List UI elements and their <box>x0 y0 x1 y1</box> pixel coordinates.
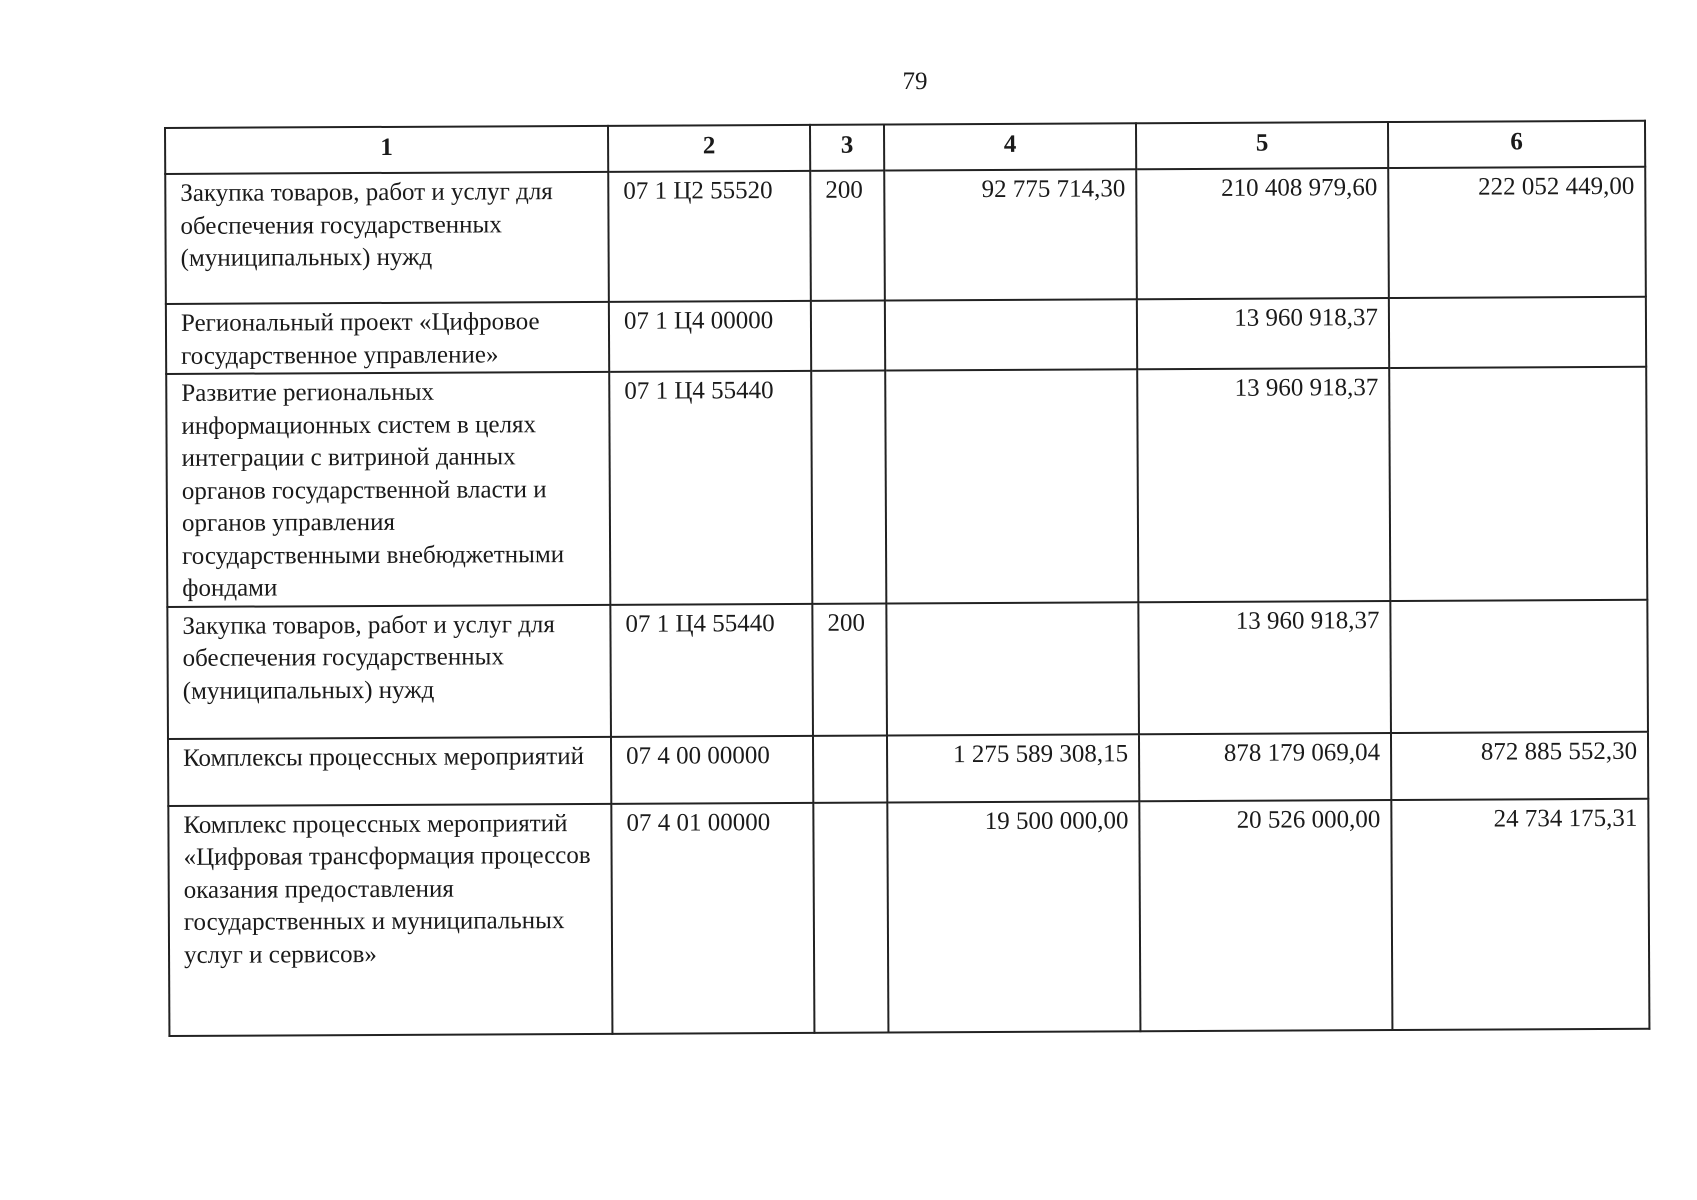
row-type: 200 <box>812 603 887 735</box>
row-value-4 <box>886 602 1139 735</box>
row-type <box>813 802 888 1032</box>
table-row <box>167 599 1648 738</box>
row-name: Закупка товаров, работ и услуг для обеспечения государственных (муниципальных) нужд <box>167 604 611 738</box>
table-row <box>165 167 1646 304</box>
table-row <box>166 297 1646 374</box>
column-header-4: 4 <box>884 123 1136 170</box>
column-header-1: 1 <box>165 126 608 174</box>
row-value-4 <box>885 369 1138 603</box>
row-code: 07 4 00 00000 <box>611 735 813 803</box>
column-header-5: 5 <box>1136 122 1388 169</box>
row-value-6 <box>1389 297 1646 368</box>
row-name: Комплексы процессных мероприятий <box>168 736 611 805</box>
row-value-5: 210 408 979,60 <box>1136 168 1389 299</box>
row-value-5: 13 960 918,37 <box>1137 298 1389 369</box>
page-number: 79 <box>902 68 928 95</box>
row-name: Развитие региональных информационных систем в целях интеграции с витриной данных органов государственной власти и органов управления государственными внебюджетными фондами <box>166 372 610 607</box>
row-value-6 <box>1390 599 1648 732</box>
row-type <box>811 370 886 603</box>
row-code: 07 1 Ц4 00000 <box>609 301 811 372</box>
budget-table <box>164 120 1650 1037</box>
row-value-6 <box>1389 367 1647 601</box>
header-row <box>165 121 1645 174</box>
row-value-6: 872 885 552,30 <box>1391 731 1648 799</box>
row-value-5: 20 526 000,00 <box>1139 800 1392 1031</box>
row-code: 07 1 Ц4 55440 <box>610 603 813 736</box>
row-value-5: 13 960 918,37 <box>1138 601 1391 734</box>
row-code: 07 4 01 00000 <box>611 802 814 1033</box>
table-row <box>168 798 1649 1035</box>
row-code: 07 1 Ц4 55440 <box>609 371 812 604</box>
row-value-5: 878 179 069,04 <box>1139 733 1391 801</box>
row-type <box>811 300 885 370</box>
row-name: Комплекс процессных мероприятий «Цифровая трансформация процессов оказания предоставления государственных и муниципальных услуг и сервисов» <box>168 803 612 1035</box>
row-value-6: 222 052 449,00 <box>1388 167 1646 298</box>
row-value-5: 13 960 918,37 <box>1137 368 1390 602</box>
row-name: Закупка товаров, работ и услуг для обеспечения государственных (муниципальных) нужд <box>165 172 609 304</box>
table-row <box>166 367 1647 607</box>
row-value-4: 92 775 714,30 <box>884 169 1137 300</box>
row-value-4: 1 275 589 308,15 <box>887 734 1139 802</box>
row-type <box>813 735 887 802</box>
row-value-6: 24 734 175,31 <box>1391 798 1649 1029</box>
column-header-6: 6 <box>1388 121 1645 168</box>
column-header-3: 3 <box>810 124 884 170</box>
row-type: 200 <box>810 170 885 300</box>
row-name: Региональный проект «Цифровое государственное управление» <box>166 302 609 374</box>
row-value-4: 19 500 000,00 <box>887 801 1140 1032</box>
table-row <box>168 731 1648 805</box>
row-code: 07 1 Ц2 55520 <box>608 171 811 302</box>
row-value-4 <box>885 299 1137 370</box>
column-header-2: 2 <box>608 125 810 172</box>
